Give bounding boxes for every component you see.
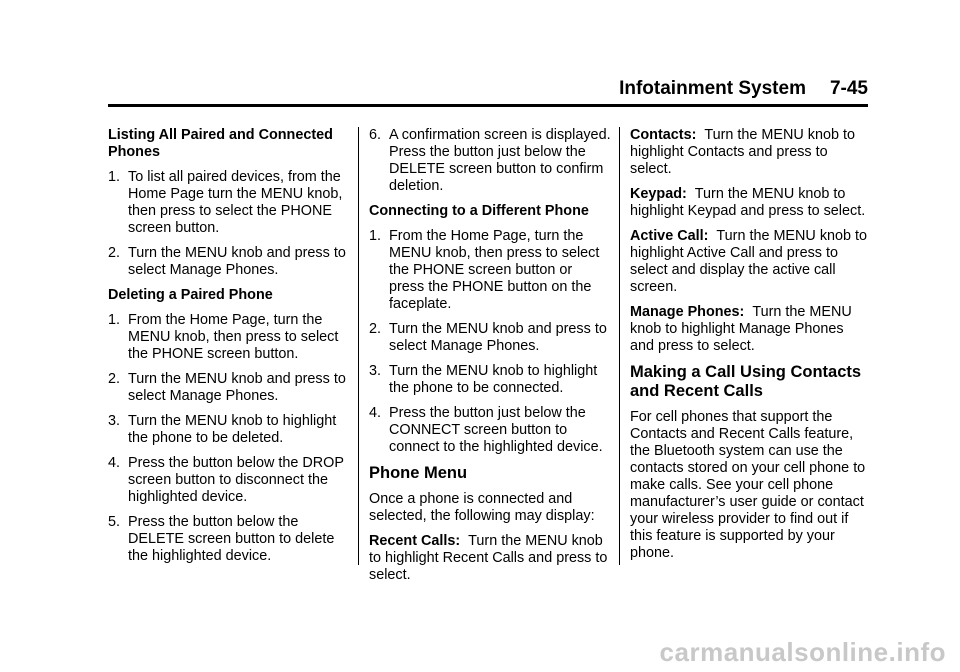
list-item: 1. To list all paired devices, from the Home Page turn the MENU knob, then press to select the PHONE screen button. [108,169,343,236]
list-item: 2. Turn the MENU knob and press to select Manage Phones. [108,371,346,404]
list-item: 3. Turn the MENU knob to highlight the phone to be deleted. [108,413,337,446]
term-description: Turn the MENU knob to highlight Contacts and press to select. [630,127,856,177]
manage-phones-entry [630,304,870,355]
deleting-steps [108,312,350,565]
keypad-entry [630,186,870,220]
subheading-listing-phones: Listing All Paired and Connected Phones [108,127,333,160]
term-description: Turn the MENU knob to highlight Manage Phones and press to select. [630,304,852,354]
section-title: Infotainment System [619,78,806,99]
column-3 [630,127,870,570]
list-item: 1. From the Home Page, turn the MENU knob, then press to select the PHONE screen button. [108,312,339,362]
list-item: 6. A confirmation screen is displayed. Press the button just below the DELETE screen button to confirm deletion. [369,127,611,194]
term-label: Contacts: [630,127,697,143]
term-label: Active Call: [630,228,709,244]
list-item: 1. From the Home Page, turn the MENU knob, then press to select the PHONE screen button or press the PHONE button on the faceplate. [369,228,600,312]
making-call-text: For cell phones that support the Contacts and Recent Calls feature, the Bluetooth system can use the contacts stored on your cell phone to make calls. See your cell phone manufacturer’s user guide or contact your wireless provider to find out if this feature is supported by your phone. [630,409,866,561]
list-item: 4. Press the button just below the CONNECT screen button to connect to the highlighted device. [369,405,603,455]
term-label: Recent Calls: [369,533,461,549]
recent-calls-entry [369,533,611,584]
list-item: 2. Turn the MENU knob and press to select Manage Phones. [108,245,346,278]
listing-steps [108,169,350,279]
column-1 [108,127,350,573]
term-description: Turn the MENU knob to highlight Recent Calls and press to select. [369,533,608,583]
phone-menu-intro: Once a phone is connected and selected, the following may display: [369,491,595,524]
subheading-connecting-phone: Connecting to a Different Phone [369,203,589,219]
term-description: Turn the MENU knob to highlight Active Call and press to select and display the active call screen. [630,228,868,295]
list-item: 2. Turn the MENU knob and press to select Manage Phones. [369,321,607,354]
heading-phone-menu: Phone Menu [369,464,468,482]
site-watermark: carmanualsonline.info [659,637,946,667]
connecting-steps [369,228,611,456]
header-rule [108,104,868,107]
deleting-steps-continued [369,127,611,195]
term-description: Turn the MENU knob to highlight Keypad and press to select. [630,186,866,219]
contacts-entry [630,127,870,178]
list-item: 4. Press the button below the DROP screen button to disconnect the highlighted device. [108,455,344,505]
column-divider-1 [358,127,359,565]
heading-making-call: Making a Call Using Contacts and Recent Calls [630,363,862,400]
active-call-entry [630,228,870,296]
page-header [108,78,868,106]
column-divider-2 [619,127,620,565]
list-item: 5. Press the button below the DELETE screen button to delete the highlighted device. [108,514,335,564]
column-2 [369,127,611,592]
term-label: Manage Phones: [630,304,745,320]
list-item: 3. Turn the MENU knob to highlight the phone to be connected. [369,363,598,396]
term-label: Keypad: [630,186,687,202]
subheading-deleting-phone: Deleting a Paired Phone [108,287,273,303]
page-number: 7-45 [829,78,868,99]
